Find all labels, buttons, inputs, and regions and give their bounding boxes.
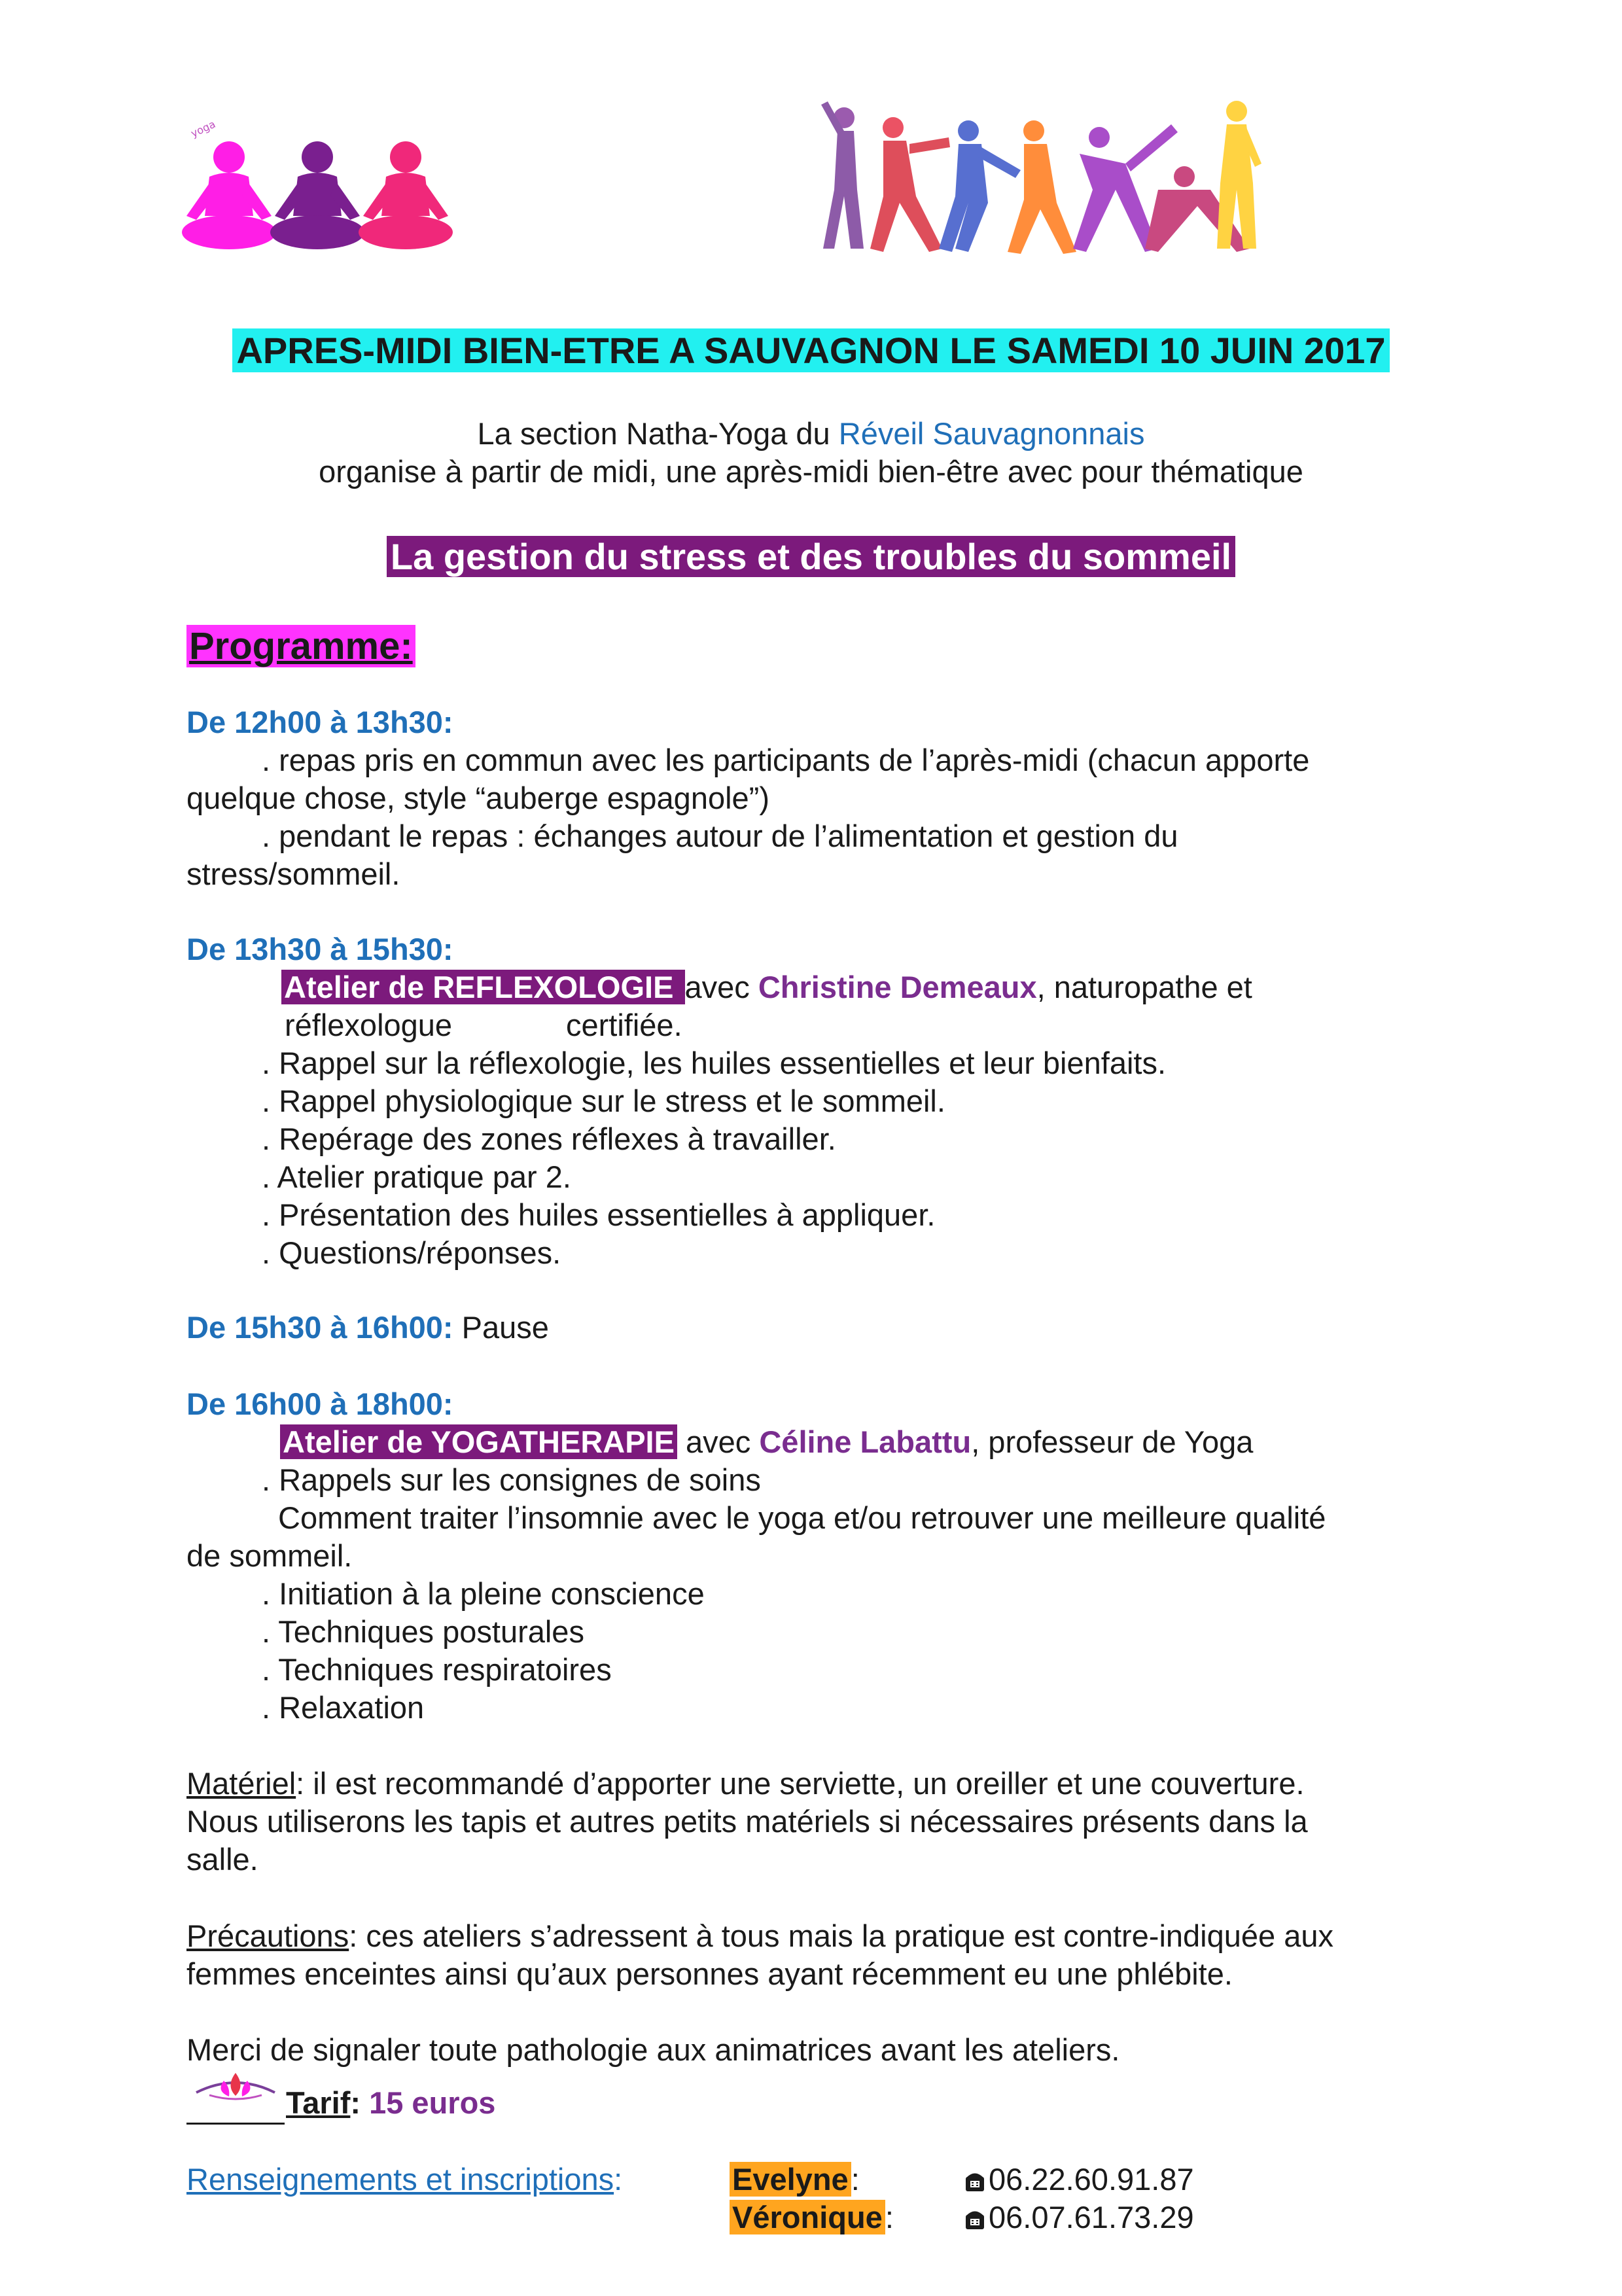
contact-phone[interactable]: 06.07.61.73.29 (965, 2199, 1194, 2236)
slot-4-atelier-line: Atelier de YOGATHERAPIE avec Céline Labattu, professeur de Yoga (280, 1423, 1253, 1461)
precautions-label: Précautions (186, 1918, 349, 1953)
slot-4-line-3: de sommeil. (186, 1538, 353, 1573)
slot-2-item: . Rappel physiologique sur le stress et le sommeil. (262, 1084, 945, 1118)
club-link[interactable]: Réveil Sauvagnonnais (838, 416, 1145, 451)
phone-icon (965, 2208, 985, 2231)
slot-4-line-2: Comment traiter l’insomnie avec le yoga et/ou retrouver une meilleure qualité (278, 1500, 1326, 1535)
slot-2-role-b: certifiée. (566, 1008, 682, 1042)
dancing-figures-icon (818, 92, 1263, 262)
contacts-link[interactable]: Renseignements et inscriptions (186, 2162, 614, 2197)
precautions-line-1: Précautions: ces ateliers s’adressent à tous mais la pratique est contre-indiquée aux (186, 1918, 1334, 1953)
meditating-figures-icon (180, 118, 455, 262)
slot-4-item: . Initiation à la pleine conscience (262, 1576, 705, 1611)
slot-1-line-3: . pendant le repas : échanges autour de l’alimentation et gestion du (262, 819, 1178, 853)
intro-line-1: La section Natha-Yoga du Réveil Sauvagnonnais (477, 416, 1145, 451)
slot-2-item: . Questions/réponses. (262, 1235, 561, 1270)
theme-heading: La gestion du stress et des troubles du sommeil (0, 533, 1622, 580)
event-title: APRES-MIDI BIEN-ETRE A SAUVAGNON LE SAMEDI 10 JUIN 2017 (0, 327, 1622, 374)
tarif-value: 15 euros (369, 2085, 496, 2120)
materiel-line-1: Matériel: il est recommandé d’apporter une serviette, un oreiller et une couverture. (186, 1766, 1305, 1801)
slot-1-line-1: . repas pris en commun avec les participants de l’après-midi (chacun apporte (262, 743, 1310, 777)
intro-line-2: organise à partir de midi, une après-midi bien-être avec pour thématique (319, 454, 1303, 489)
slot-2-item: . Atelier pratique par 2. (262, 1159, 571, 1194)
materiel-line-2: Nous utiliserons les tapis et autres petits matériels si nécessaires présents dans la (186, 1804, 1308, 1839)
slot-2-item: . Rappel sur la réflexologie, les huiles essentielles et leur bienfaits. (262, 1046, 1167, 1080)
celine-name: Céline Labattu (759, 1424, 972, 1459)
slot-4-item: . Techniques posturales (262, 1614, 584, 1649)
slot-4-item: . Relaxation (262, 1690, 425, 1725)
slot-1-line-2: quelque chose, style “auberge espagnole”) (186, 781, 769, 815)
slot-2-time: De 13h30 à 15h30: (186, 932, 453, 966)
yogatherapie-highlight: Atelier de YOGATHERAPIE (280, 1424, 677, 1459)
phone-icon (965, 2170, 985, 2193)
slot-4-time: De 16h00 à 18h00: (186, 1386, 453, 1421)
tarif-rule (186, 2123, 285, 2125)
slot-4-line-1: . Rappels sur les consignes de soins (262, 1462, 761, 1497)
merci-line: Merci de signaler toute pathologie aux animatrices avant les ateliers. (186, 2032, 1120, 2067)
slot-3-line: De 15h30 à 16h00: Pause (186, 1310, 549, 1345)
slot-1-line-4: stress/sommeil. (186, 857, 400, 891)
tarif-line: Tarif: 15 euros (286, 2085, 496, 2120)
reflexologie-highlight: Atelier de REFLEXOLOGIE (281, 970, 685, 1004)
logo-caption: yoga (188, 118, 218, 140)
slot-2-item: . Repérage des zones réflexes à travailler. (262, 1122, 836, 1156)
slot-1-time: De 12h00 à 13h30: (186, 705, 453, 739)
slot-2-role-a: réflexologue (285, 1008, 453, 1042)
slot-4-item: . Techniques respiratoires (262, 1652, 612, 1687)
precautions-line-2: femmes enceintes ainsi qu’aux personnes ayant récemment eu une phlébite. (186, 1956, 1233, 1991)
programme-heading: Programme: (186, 623, 415, 670)
contacts-label-line: Renseignements et inscriptions: (186, 2162, 623, 2197)
contact-name: Véronique: (730, 2199, 894, 2236)
materiel-line-3: salle. (186, 1842, 258, 1877)
slot-3-time: De 15h30 à 16h00: (186, 1310, 453, 1345)
christine-name: Christine Demeaux (758, 970, 1037, 1004)
slot-2-atelier-line: Atelier de REFLEXOLOGIE avec Christine Demeaux, naturopathe et (281, 968, 1252, 1006)
materiel-label: Matériel (186, 1766, 296, 1801)
tarif-label: Tarif (286, 2085, 351, 2120)
contact-phone[interactable]: 06.22.60.91.87 (965, 2161, 1194, 2199)
lotus-icon (190, 2066, 281, 2102)
contact-name: Evelyne: (730, 2161, 860, 2199)
slot-2-item: . Présentation des huiles essentielles à appliquer. (262, 1197, 936, 1232)
